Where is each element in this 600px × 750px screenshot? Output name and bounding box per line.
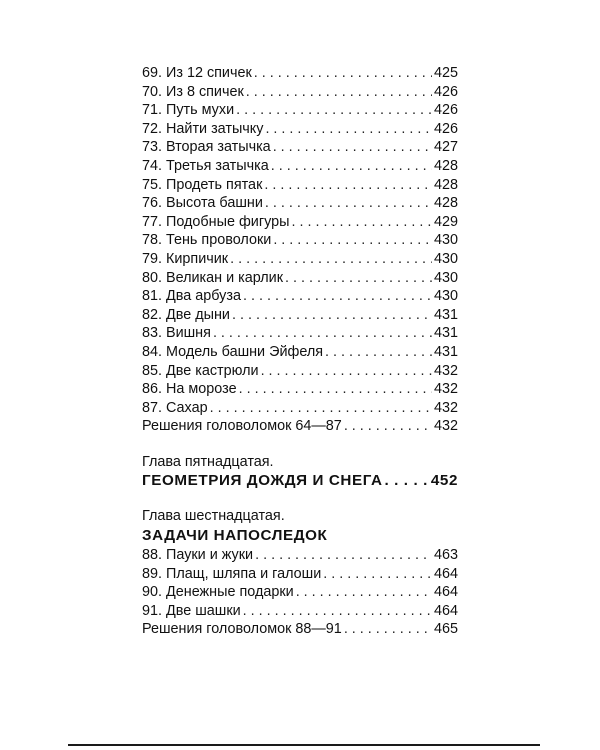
toc-entry	[142, 324, 458, 343]
toc-entry-page: 432	[433, 399, 458, 416]
toc-entry-page: 429	[433, 213, 458, 230]
toc-entry-page: 432	[433, 418, 458, 435]
toc-entry	[142, 83, 458, 102]
toc-entry-label: 84. Модель башни Эйфеля	[142, 343, 324, 360]
toc-entry-solutions	[142, 417, 458, 436]
toc-entry-page: 428	[433, 176, 458, 193]
toc-entry	[142, 250, 458, 269]
dot-leader	[246, 83, 432, 102]
page-bottom-edge	[68, 744, 540, 746]
toc-entry-page: 432	[433, 381, 458, 398]
spacer	[142, 491, 458, 507]
toc-entry-page: 430	[433, 269, 458, 286]
chapter-title: ЗАДАЧИ НАПОСЛЕДОК	[142, 527, 328, 545]
chapter-heading: Глава шестнадцатая.	[142, 508, 285, 525]
toc-entry	[142, 269, 458, 288]
toc-entry-label: 74. Третья затычка	[142, 157, 269, 174]
toc-entry	[142, 120, 458, 139]
toc-entry-label: 71. Путь мухи	[142, 102, 235, 119]
toc-entry-page: 431	[433, 343, 458, 360]
toc-entry-page: 464	[433, 565, 458, 582]
toc-entry-label: 89. Плащ, шляпа и галоши	[142, 565, 322, 582]
toc-entry-label: 88. Пауки и жуки	[142, 547, 254, 564]
dot-leader	[323, 565, 432, 584]
toc-entry-label: 82. Две дыни	[142, 306, 230, 323]
dot-leader	[264, 176, 432, 195]
dot-leader	[261, 362, 432, 381]
dot-leader	[344, 620, 432, 639]
dot-leader	[271, 157, 432, 176]
toc-entry-page: 430	[433, 288, 458, 305]
toc-section-puzzles	[142, 64, 458, 436]
toc-entry	[142, 231, 458, 250]
toc-entry-label: 78. Тень проволоки	[142, 232, 272, 249]
toc-entry-label: 81. Два арбуза	[142, 288, 241, 305]
toc-entry	[142, 602, 458, 621]
toc-entry-label: 77. Подобные фигуры	[142, 213, 290, 230]
toc-entry-page: 426	[433, 102, 458, 119]
toc-entry-page: 464	[433, 602, 458, 619]
toc-entry-label: 69. Из 12 спичек	[142, 65, 252, 81]
toc-entry	[142, 399, 458, 418]
dot-leader	[344, 417, 432, 436]
toc-entry	[142, 157, 458, 176]
chapter-heading: Глава пятнадцатая.	[142, 453, 274, 470]
toc-entry-label: 79. Кирпичик	[142, 250, 229, 267]
toc-entry	[142, 176, 458, 195]
chapter-title-entry	[142, 471, 458, 491]
toc-entry-label: 87. Сахар	[142, 399, 208, 416]
dot-leader	[296, 583, 432, 602]
toc-entry-page: 426	[433, 83, 458, 100]
dot-leader	[265, 194, 432, 213]
toc-entry	[142, 101, 458, 120]
toc-entry	[142, 565, 458, 584]
dot-leader	[273, 231, 432, 250]
toc-entry	[142, 194, 458, 213]
toc-chapter-15	[142, 453, 458, 492]
toc-entry-label: 72. Найти затычку	[142, 120, 264, 137]
toc-entry	[142, 380, 458, 399]
toc-entry-page: 428	[433, 195, 458, 212]
toc-entry	[142, 546, 458, 565]
toc-entry-page: 427	[433, 139, 458, 156]
dot-leader	[385, 471, 427, 490]
toc-entry	[142, 64, 458, 83]
toc-entry-page: 428	[433, 157, 458, 174]
toc-entry-page: 426	[433, 120, 458, 137]
dot-leader	[243, 602, 432, 621]
toc-entry-label: 75. Продеть пятак	[142, 176, 263, 193]
dot-leader	[254, 64, 432, 83]
toc-entry-label: 86. На морозе	[142, 381, 237, 398]
spacer	[142, 436, 458, 453]
toc-entry-page: 430	[433, 250, 458, 267]
toc-entry	[142, 583, 458, 602]
dot-leader	[255, 546, 432, 565]
toc-entry	[142, 138, 458, 157]
toc-entry-label: 83. Вишня	[142, 325, 211, 342]
toc-entry	[142, 213, 458, 232]
dot-leader	[232, 306, 432, 325]
toc-entry-label: 91. Две шашки	[142, 602, 241, 619]
dot-leader	[325, 343, 432, 362]
toc-entry	[142, 306, 458, 325]
dot-leader	[291, 213, 432, 232]
dot-leader	[236, 101, 432, 120]
dot-leader	[239, 380, 432, 399]
toc-entry-label: 85. Две кастрюли	[142, 362, 259, 379]
dot-leader	[265, 120, 432, 139]
dot-leader	[285, 269, 432, 288]
toc-entry	[142, 343, 458, 362]
toc-entry-page: 463	[433, 547, 458, 564]
chapter-title: ГЕОМЕТРИЯ ДОЖДЯ И СНЕГА	[142, 472, 383, 490]
toc-entry-label: 70. Из 8 спичек	[142, 83, 244, 100]
toc-entry-solutions	[142, 620, 458, 639]
chapter-page: 452	[430, 472, 458, 490]
toc-entry-label: 73. Вторая затычка	[142, 139, 271, 156]
toc-entry-page: 431	[433, 306, 458, 323]
toc-entry-page: 464	[433, 584, 458, 601]
toc-entry-label: Решения головоломок 64—87	[142, 418, 342, 435]
dot-leader	[273, 138, 432, 157]
toc-entry-page: 430	[433, 232, 458, 249]
dot-leader	[213, 324, 432, 343]
toc-entry-page: 431	[433, 325, 458, 342]
dot-leader	[243, 287, 432, 306]
chapter-title-entry	[142, 526, 458, 546]
toc-entry-page: 425	[433, 65, 458, 81]
toc-entry	[142, 362, 458, 381]
dot-leader	[210, 399, 432, 418]
toc-entry-page: 465	[433, 621, 458, 638]
toc-entry-page: 432	[433, 362, 458, 379]
toc-entry-label: 76. Высота башни	[142, 195, 263, 212]
toc-entry-label: Решения головоломок 88—91	[142, 621, 342, 638]
toc-entry	[142, 287, 458, 306]
toc-entry-label: 90. Денежные подарки	[142, 584, 294, 601]
toc-entry-label: 80. Великан и карлик	[142, 269, 284, 286]
table-of-contents	[142, 64, 458, 639]
toc-chapter-16	[142, 507, 458, 639]
dot-leader	[230, 250, 432, 269]
